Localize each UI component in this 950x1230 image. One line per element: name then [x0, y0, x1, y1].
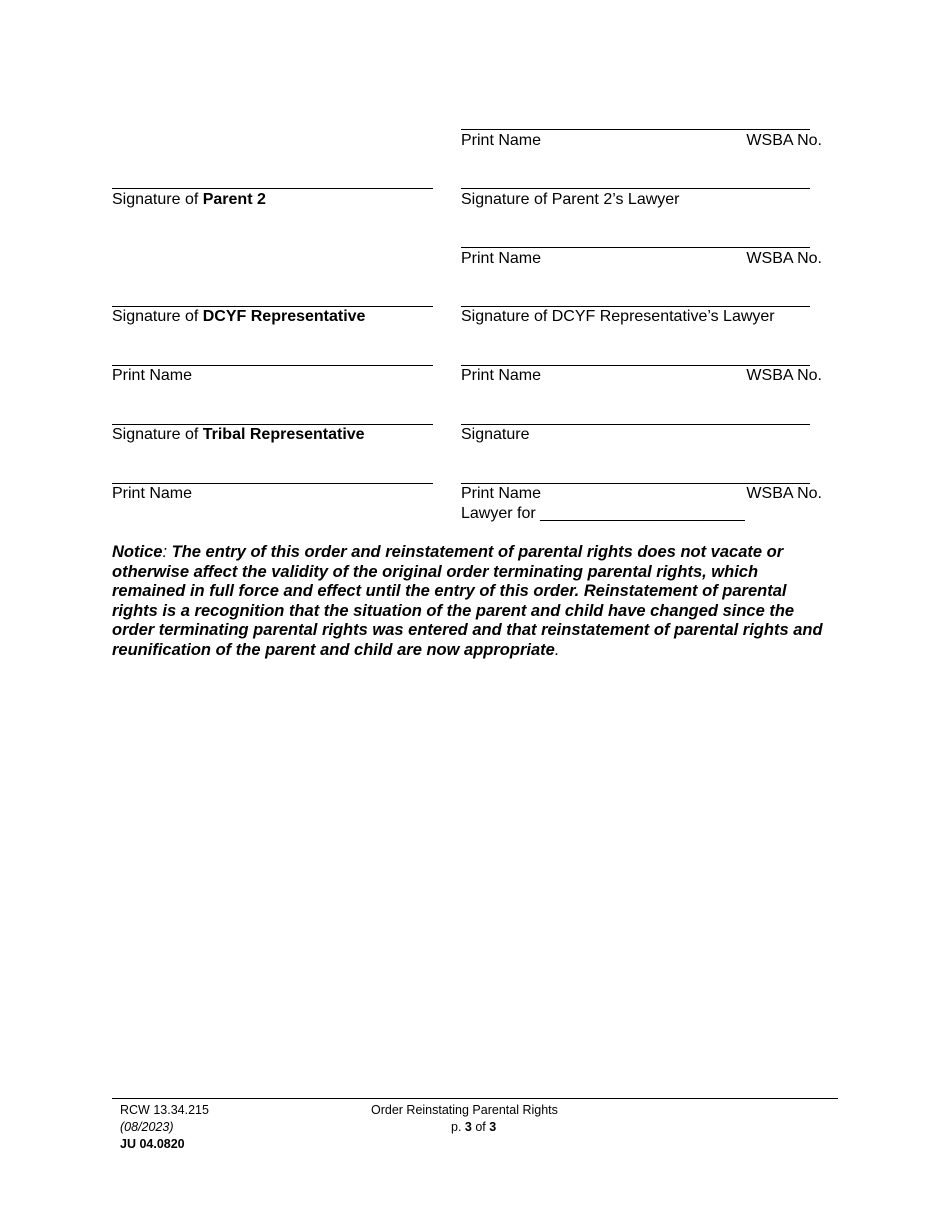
print-name-label: Print Name	[461, 367, 542, 384]
page-prefix: p.	[451, 1120, 465, 1134]
notice-text: The entry of this order and reinstatement of parental rights does not vacate or otherwise affect the validity of the original order terminating parental rights, which remained in full force and effect until the entry of this order. Reinstatement of parental rights is a recognition that the situation of the parent and child have changed since the order terminating parental rights was entered and that reinstatement of parental rights and reunification of the parent and child are now appropriate	[112, 543, 823, 659]
signature-line[interactable]	[112, 188, 433, 189]
page-of: of	[471, 1120, 490, 1134]
footer-title: Order Reinstating Parental Rights	[371, 1103, 558, 1117]
page-total: 3	[489, 1120, 497, 1134]
print-name-label: Print Name	[461, 132, 542, 149]
parent2-lawyer-signature-label: Signature of Parent 2’s Lawyer	[461, 191, 680, 208]
signature-label: Signature	[461, 426, 530, 443]
signature-line[interactable]	[461, 247, 810, 248]
signature-line[interactable]	[461, 129, 810, 130]
wsba-label: WSBA No.	[746, 367, 822, 384]
notice-label: Notice	[112, 543, 163, 561]
signature-line[interactable]	[461, 188, 810, 189]
footer-divider	[112, 1098, 838, 1099]
parent2-role: Parent 2	[202, 191, 266, 208]
notice-period: .	[554, 640, 560, 659]
notice-colon: :	[162, 543, 168, 561]
dcyf-lawyer-signature-label: Signature of DCYF Representative’s Lawyer	[461, 308, 775, 325]
notice-paragraph	[112, 543, 832, 661]
dcyf-role: DCYF Representative	[202, 308, 366, 325]
print-name-label: Print Name	[112, 485, 193, 502]
dcyf-signature-label	[112, 307, 365, 327]
wsba-label: WSBA No.	[746, 250, 822, 267]
signature-of-text: Signature of	[112, 308, 203, 325]
print-name-label: Print Name	[112, 367, 193, 384]
tribal-signature-label	[112, 425, 365, 445]
footer-page-number	[451, 1118, 496, 1136]
wsba-label: WSBA No.	[746, 485, 822, 502]
signature-of-text: Signature of	[112, 191, 203, 208]
lawyer-for-field[interactable]: Lawyer for _______________________	[461, 505, 745, 522]
page-current: 3	[464, 1120, 472, 1134]
tribal-role: Tribal Representative	[202, 426, 365, 443]
signature-of-text: Signature of	[112, 426, 203, 443]
print-name-label: Print Name	[461, 250, 542, 267]
wsba-label: WSBA No.	[746, 132, 822, 149]
footer-date: (08/2023)	[120, 1120, 174, 1134]
print-name-label: Print Name	[461, 485, 542, 502]
footer-rcw: RCW 13.34.215	[120, 1103, 209, 1117]
footer-form-number: JU 04.0820	[120, 1137, 185, 1151]
parent2-signature-label	[112, 190, 266, 210]
